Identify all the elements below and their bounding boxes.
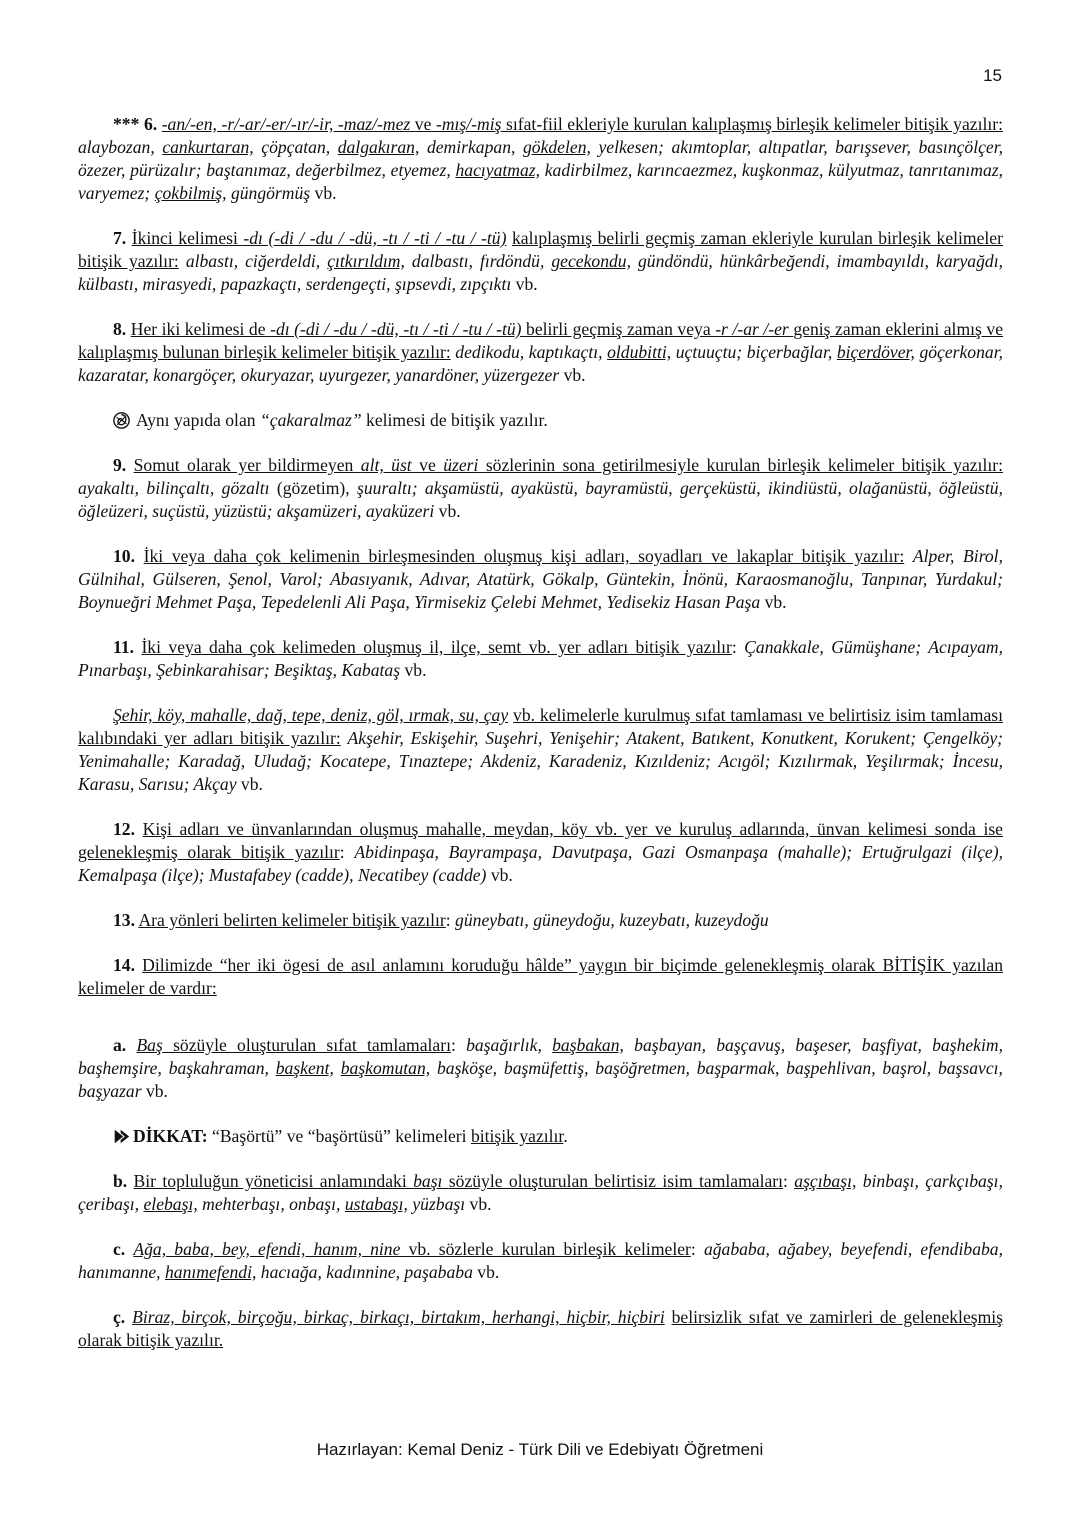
example: Akşehir, Eskişehir, Suşehri, Yenişehir; Atakent, Batıkent, Konutkent, Korukent; Çengelköy; Yenimahalle; Karadağ, Uludağ; Kocatepe, Tınaztepe; Akdeniz, Karadeniz, Kızıldeniz; Acıgöl; Kızılırmak, Yeşilırmak; İncesu, Karasu, Sarısu; Akçay [78,728,1003,794]
rule-14a [78,1034,1003,1103]
rule-text: sözüyle oluşturulan belirtisiz isim tamlamaları [448,1171,784,1191]
example: gecekondu, [551,251,631,271]
etc: vb. [314,183,337,203]
rule-10 [78,545,1003,614]
example: uçtuuçtu; biçerbağlar, [675,342,833,362]
arrow-bullet-icon [113,1128,130,1145]
dikkat-label: DİKKAT: [133,1126,208,1146]
rule-text: belirli geçmiş zaman veya [526,319,711,339]
suffix-list: -r /-ar /-er [715,319,789,339]
rule-number: 13. [113,910,135,930]
rule-text: sözüyle oluşturulan sıfat tamlamaları [173,1035,451,1055]
rule-13 [78,909,1003,932]
rule-number: b. [113,1171,128,1191]
example: güngörmüş [230,183,311,203]
example: elebaşı, [143,1194,198,1214]
example: cankurtaran, [162,137,254,157]
example: alaybozan, [78,137,155,157]
note-text: kelimesi de bitişik yazılır. [366,410,548,430]
example: albastı, ciğerdeldi, [185,251,321,271]
period: . [563,1126,568,1146]
rule-6 [78,113,1003,205]
keyword: Baş [136,1035,163,1055]
rule-number: c. [113,1239,126,1259]
rule-number: 14. [113,955,135,975]
rule-14b [78,1170,1003,1216]
example: yüzbaşı [412,1194,466,1214]
rule-11-sub [78,704,1003,796]
colon: : [445,910,451,930]
rule-text: sıfat-fiil ekleriyle kurulan kalıplaşmış birleşik kelimeler bitişik yazılır: [506,114,1004,134]
keyword: Biraz, birçok, birçoğu, birkaç, birkaçı, birtakım, herhangi, hiçbir, hiçbiri [132,1307,665,1327]
example: dalgakıran, [337,137,420,157]
rule-number: 12. [113,819,135,839]
rule-8 [78,318,1003,387]
page-footer: Hazırlayan: Kemal Deniz - Türk Dili ve Edebiyatı Öğretmeni [316,1440,764,1459]
etc: vb. [563,365,586,385]
example: gökdelen, [522,137,591,157]
note-word: “çakaralmaz” [259,410,362,430]
rule-text: Bir topluluğun yöneticisi anlamındaki [133,1171,407,1191]
example: binbaşı, çarkçıbaşı, çeribaşı, [78,1171,1003,1214]
example: şuuraltı; akşamüstü, ayaküstü, bayramüstü, gerçeküstü, ikindiüstü, olağanüstü, öğleüstü, öğleüzeri, suçüstü, yüzüstü; akşamüzeri, ayaküzeri [78,478,1003,521]
rule-number: ç. [113,1307,126,1327]
example: demirkapan, [426,137,516,157]
example: çokbilmiş, [154,183,227,203]
document-body [78,113,1003,1374]
example: ustabaşı, [344,1194,408,1214]
keyword: alt, üst [360,455,412,475]
colon: : [731,637,737,657]
etc: vb. [469,1194,492,1214]
example: güneybatı, güneydoğu, kuzeybatı, kuzeydoğu [455,910,769,930]
suffix-list: -dı (-di / -du / -dü, -tı / -ti / -tu / -tü) [243,228,507,248]
keyword: başı [413,1171,443,1191]
example: çöpçatan, [261,137,331,157]
rule-number: *** 6. [113,114,158,134]
example: ağababa, ağabey, beyefendi, efendibaba, hanımanne, [78,1239,1003,1282]
example: ayakaltı, bilinçaltı, gözaltı [78,478,270,498]
etc: vb. [477,1262,500,1282]
page-number: 15 [983,66,1002,85]
example: mehterbaşı, onbaşı, [202,1194,341,1214]
rule-text: kalıplaşmış belirli geçmiş zaman ekleriyle kurulan birleşik kelimeler bitişik yazılır: [78,228,1003,271]
rule-text: İkinci kelimesi [131,228,238,248]
rule-text: Her iki kelimesi de [130,319,266,339]
example: çıtkırıldım, [327,251,405,271]
example: biçerdöver, [836,342,915,362]
rule-12 [78,818,1003,887]
rule-14d [78,1306,1003,1352]
rule-text: Somut olarak yer bildirmeyen [133,455,354,475]
suffix-list: -an/-en, -r/-ar/-er/-ır/-ir, -maz/-mez [161,114,411,134]
rule-text: Ara yönleri belirten kelimeler bitişik yazılır [138,910,446,930]
spiral-icon [113,412,130,429]
example: aşçıbaşı, [794,1171,857,1191]
rule-text: İki veya daha çok kelimenin birleşmesinden oluşmuş kişi adları, soyadları ve lakaplar bitişik yazılır: [143,546,905,566]
colon: : [339,842,345,862]
rule-text: geniş zaman eklerini almış ve kalıplaşmış bulunan birleşik kelimeler bitişik yazılır: [78,319,1004,362]
example: başbayan, başçavuş, başeser, başfiyat, başhekim, başhemşire, başkahraman, [78,1035,1003,1078]
rule-number: 7. [113,228,127,248]
rule-text: vb. sözlerle kurulan birleşik kelimeler [408,1239,691,1259]
rule-number: 8. [113,319,127,339]
rule-text: sözlerinin sona getirilmesiyle kurulan birleşik kelimeler bitişik yazılır: [485,455,1003,475]
etc: vb. [490,865,513,885]
rule-14 [78,954,1003,1000]
connector: ve [414,114,432,134]
note-cakaralmaz [113,409,1003,432]
etc: vb. [240,774,263,794]
example: başköşe, başmüfettiş, başöğretmen, başparmak, başpehlivan, başrol, başsavcı, başyazar [78,1058,1003,1101]
rule-text: Dilimizde “her iki ögesi de asıl anlamını koruduğu hâlde” yaygın bir biçimde gelenekleşmiş olarak BİTİŞİK yazılan kelimeler de vardır: [78,955,1003,998]
keyword: üzeri [443,455,479,475]
connector: ve [419,455,436,475]
suffix-list: -mış/-miş [435,114,502,134]
example: başkent, [275,1058,334,1078]
colon: : [783,1171,788,1191]
example: Çanakkale, Gümüşhane; Acıpayam, Pınarbaşı, Şebinkarahisar; Beşiktaş, Kabataş [78,637,1003,680]
rule-14c [78,1238,1003,1284]
keyword: Şehir, köy, mahalle, dağ, tepe, deniz, göl, ırmak, su, çay [113,705,509,725]
suffix-list: -dı (-di / -du / -dü, -tı / -ti / -tu / -tü) [270,319,522,339]
rule-number: 9. [113,455,127,475]
keyword: Ağa, baba, bey, efendi, hanım, nine [133,1239,401,1259]
rule-9 [78,454,1003,523]
rule-text: İki veya daha çok kelimeden oluşmuş il, ilçe, semt vb. yer adları bitişik yazılır [141,637,732,657]
example: başbakan, [552,1035,624,1055]
rule-11 [78,636,1003,682]
example: başkomutan, [340,1058,431,1078]
example-note: (gözetim), [276,478,350,498]
rule-7 [78,227,1003,296]
etc: vb. [145,1081,168,1101]
example: hacıağa, kadınnine, paşababa [260,1262,473,1282]
rule-number: 10. [113,546,135,566]
colon: : [450,1035,456,1055]
example: oldubitti, [607,342,672,362]
example: yelkesen; akımtoplar, altıpatlar, barışsever, basınçölçer, özezer, pürüzalır; baştanımaz, değerbilmez, etyemez, [78,137,1004,180]
example: hacıyatmaz, [455,160,541,180]
example: Alper, Birol, Gülnihal, Gülseren, Şenol, Varol; Abasıyanık, Adıvar, Atatürk, Gökalp, Güntekin, İnönü, Karaosmanoğlu, Tanpınar, Yurdakul; Boynueğri Mehmet Paşa, Tepedelenli Ali Paşa, Yirmisekiz Çelebi Mehmet, Yedisekiz Hasan Paşa [78,546,1003,612]
example: hanımefendi, [165,1262,257,1282]
example: dedikodu, kaptıkaçtı, [455,342,603,362]
rule-text: Kişi adları ve ünvanlarından oluşmuş mahalle, meydan, köy vb. yer ve kuruluş adlarında, ünvan kelimesi sonda ise gelenekleşmiş olarak bitişik yazılır [78,819,1003,862]
rule-text: belirsizlik sıfat ve zamirleri de gelenekleşmiş olarak bitişik yazılır. [78,1307,1004,1350]
colon: : [690,1239,696,1259]
example: gündöndü, hünkârbeğendi, imambayıldı, karyağdı, külbastı, mirasyedi, papazkaçtı, serdengeçti, şıpsevdi, zıpçıktı [78,251,1003,294]
etc: vb. [404,660,427,680]
example: dalbastı, fırdöndü, [411,251,545,271]
note-text: “Başörtü” ve “başörtüsü” kelimeleri [212,1126,467,1146]
rule-text: vb. kelimelerle kurulmuş sıfat tamlaması ve belirtisiz isim tamlaması kalıbındaki yer adları bitişik yazılır: [78,705,1003,748]
rule-number: a. [113,1035,127,1055]
dikkat-note [78,1125,1003,1148]
rule-number: 11. [113,637,135,657]
note-text: bitişik yazılır [470,1126,564,1146]
etc: vb. [515,274,538,294]
example: başağırlık, [466,1035,542,1055]
example: göçerkonar, kazaratar, konargöçer, okuryazar, uyurgezer, yanardöner, yüzergezer [78,342,1003,385]
example: kadirbilmez, karıncaezmez, kuşkonmaz, külyutmaz, tanrıtanımaz, varyemez; [78,160,1003,203]
note-text: Aynı yapıda olan [136,410,256,430]
etc: vb. [438,501,461,521]
example: Abidinpaşa, Bayrampaşa, Davutpaşa, Gazi Osmanpaşa (mahalle); Ertuğrulgazi (ilçe), Kemalpaşa (ilçe); Mustafabey (cadde), Necatibey (cadde) [78,842,1003,885]
etc: vb. [764,592,787,612]
